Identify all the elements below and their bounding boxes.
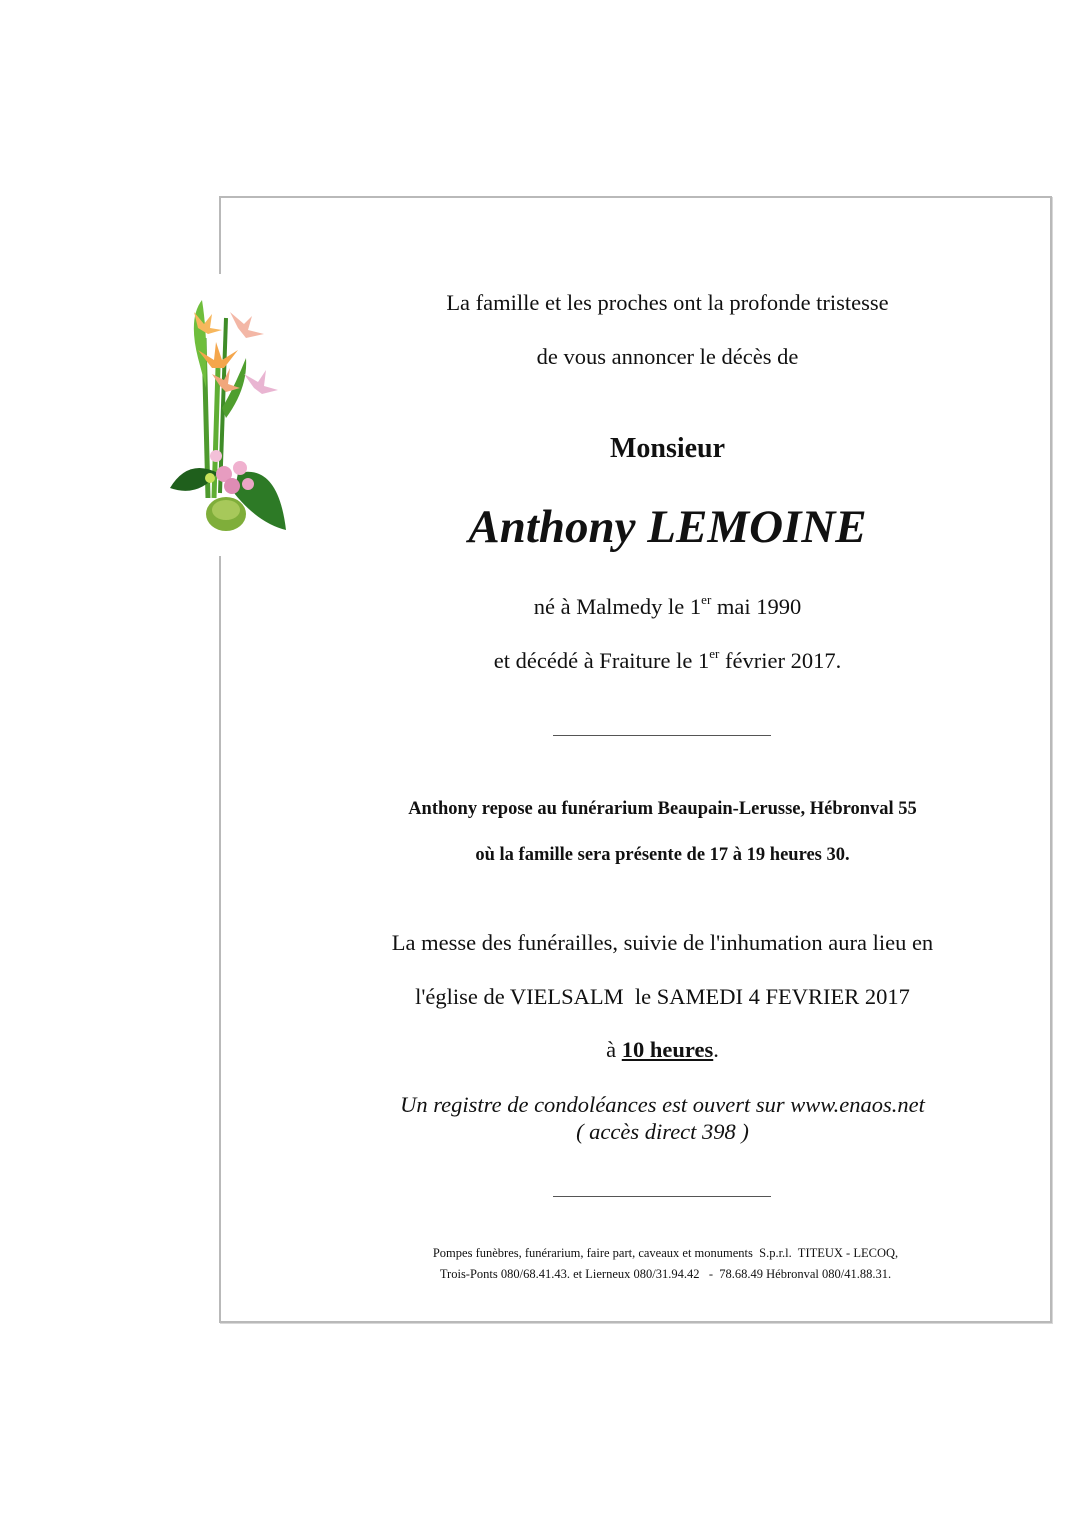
death-suffix: février 2017. xyxy=(719,648,842,673)
divider-top xyxy=(553,735,771,736)
condolences-line-1: Un registre de condoléances est ouvert sur www.enaos.net xyxy=(400,1092,925,1117)
intro-line-2: de vous annoncer le décès de xyxy=(536,344,799,369)
divider-bottom xyxy=(553,1196,771,1197)
funeral-time: 10 heures xyxy=(621,1037,714,1062)
footer-line-1: Pompes funèbres, funérarium, faire part, caveaux et monuments S.p.r.l. TITEUX - LECOQ, xyxy=(432,1246,899,1260)
death-line xyxy=(130,648,1075,674)
birth-line xyxy=(130,594,1075,620)
visitation-line-1: Anthony repose au funérarium Beaupain-Lerusse, Hébronval 55 xyxy=(408,799,917,819)
honorific-title: Monsieur xyxy=(609,433,726,464)
death-sup: er xyxy=(709,646,720,661)
birth-sup: er xyxy=(701,592,712,607)
time-suffix: . xyxy=(713,1037,719,1062)
birth-suffix: mai 1990 xyxy=(711,594,802,619)
visitation-line-2: où la famille sera présente de 17 à 19 heures 30. xyxy=(475,845,850,865)
intro-line-1: La famille et les proches ont la profonde tristesse xyxy=(446,290,889,315)
condolences-line-2: ( accès direct 398 ) xyxy=(576,1119,749,1144)
funeral-line-2: l'église de VIELSALM le SAMEDI 4 FEVRIER 2017 xyxy=(415,984,910,1009)
birth-prefix: né à Malmedy le 1 xyxy=(533,594,702,619)
time-prefix: à xyxy=(606,1037,622,1062)
funeral-line-3 xyxy=(125,1037,1075,1063)
death-prefix: et décédé à Fraiture le 1 xyxy=(493,648,710,673)
funeral-line-1: La messe des funérailles, suivie de l'inhumation aura lieu en xyxy=(391,930,934,955)
footer-line-2: Trois-Ponts 080/68.41.43. et Lierneux 080/31.94.42 - 78.68.49 Hébronval 080/41.88.31. xyxy=(439,1267,892,1281)
deceased-name: Anthony LEMOINE xyxy=(468,501,867,553)
